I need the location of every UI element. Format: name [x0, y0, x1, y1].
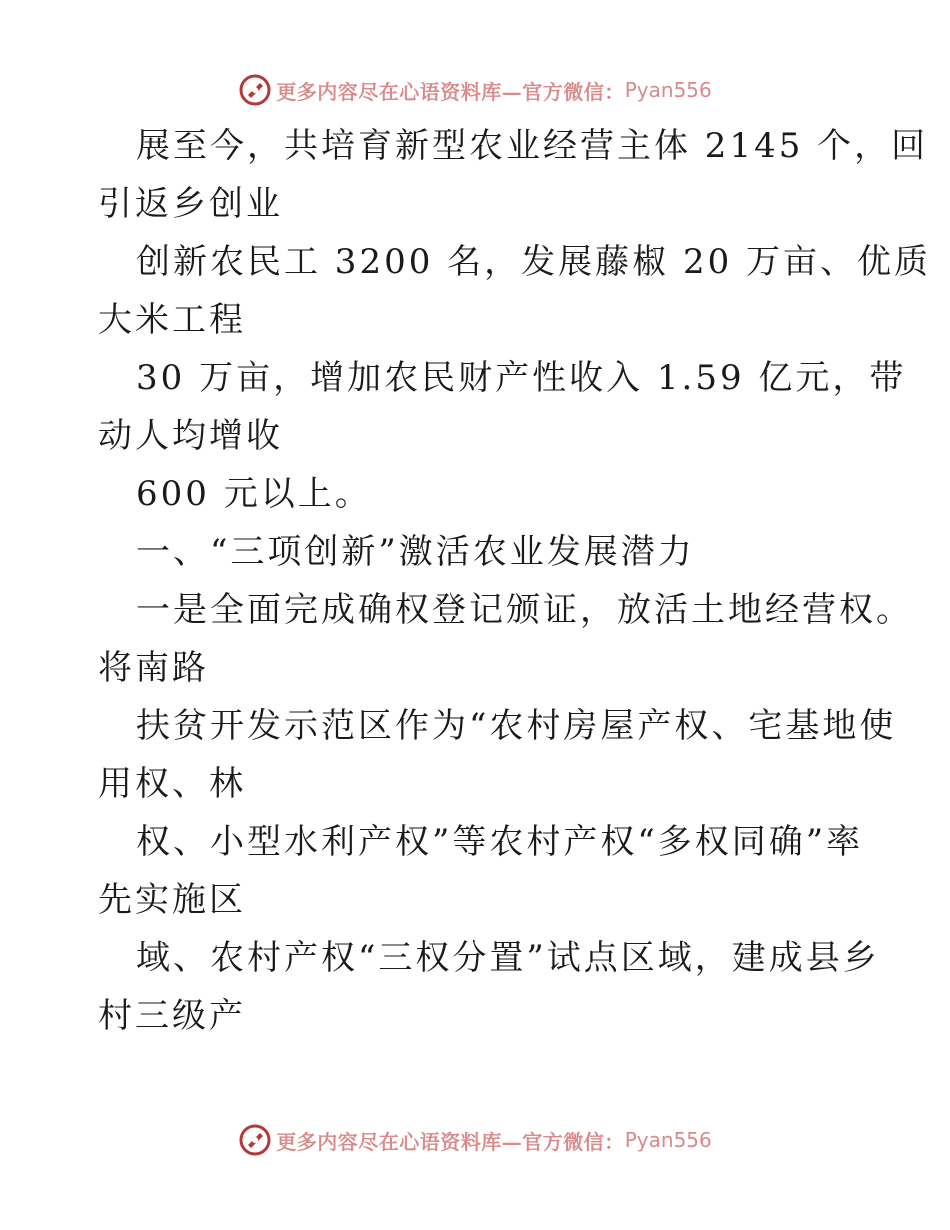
- text-line: 创新农民工 3200 名，发展藤椒 20 万亩、优质: [136, 242, 932, 282]
- text-line: 600 元以上。: [136, 474, 372, 514]
- document-body: [98, 117, 932, 1045]
- text-line: 大米工程: [98, 300, 246, 340]
- wechat-id: Pyan556: [624, 1128, 712, 1152]
- header-watermark: [0, 70, 950, 110]
- text-line: 一是全面完成确权登记颁证，放活土地经营权。: [136, 590, 913, 630]
- footer-watermark: [0, 1120, 950, 1160]
- text-line: 动人均增收: [98, 416, 283, 456]
- text-line: 用权、林: [98, 764, 246, 804]
- text-line: 展至今，共培育新型农业经营主体 2145 个，回: [136, 126, 929, 166]
- logo-icon: [238, 1123, 272, 1157]
- wechat-id: Pyan556: [624, 78, 712, 102]
- text-line: 扶贫开发示范区作为“农村房屋产权、宅基地使: [136, 706, 897, 746]
- banner-text: 更多内容尽在心语资料库—官方微信：: [276, 79, 625, 104]
- text-line: 域、农村产权“三权分置”试点区域，建成县乡: [136, 938, 880, 978]
- text-line: 先实施区: [98, 880, 246, 920]
- text-line: 权、小型水利产权”等农村产权“多权同确”率: [136, 822, 864, 862]
- text-line: 引返乡创业: [98, 184, 283, 224]
- logo-icon: [238, 73, 272, 107]
- text-line: 30 万亩，增加农民财产性收入 1.59 亿元，带: [136, 358, 907, 398]
- text-line: 村三级产: [98, 996, 246, 1036]
- text-line: 将南路: [98, 648, 209, 688]
- section-heading: 一、“三项创新”激活农业发展潜力: [136, 532, 695, 572]
- banner-text: 更多内容尽在心语资料库—官方微信：: [276, 1129, 625, 1154]
